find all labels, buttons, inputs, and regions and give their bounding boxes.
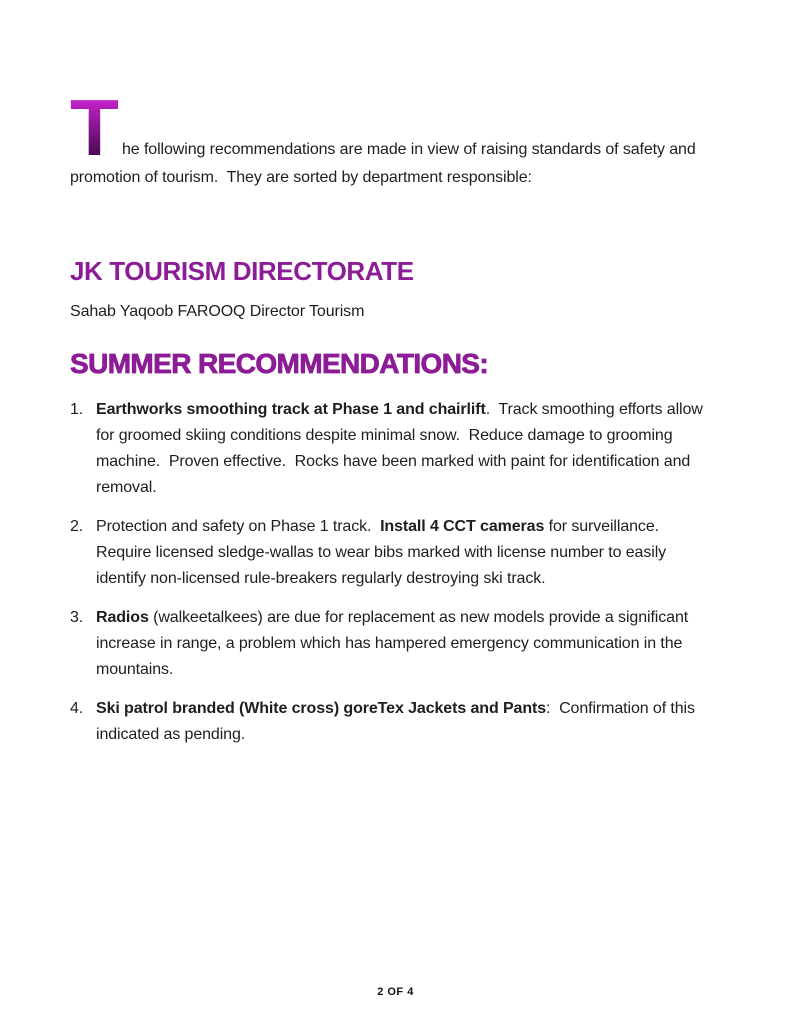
list-item-text-regular: (walkeetalkees) are due for replacement as new models provide a significant increase in range, a problem which has hampered emergency communication in the mountains. (96, 609, 693, 678)
section-heading-directorate: JK TOURISM DIRECTORATE (70, 256, 414, 286)
list-item (70, 397, 718, 501)
list-item-number: 3. (70, 609, 84, 626)
recommendations-list (70, 397, 718, 748)
list-item (70, 605, 718, 683)
list-item-text-regular: . Track smoothing efforts allow for groomed skiing conditions despite minimal snow. Reduce damage to grooming machine. Proven effective. Rocks have been marked with paint for identification and removal. (96, 401, 708, 496)
list-item-text-regular: for surveillance. Require licensed sledge-wallas to wear bibs marked with license number to easily identify non-licensed rule-breakers regularly destroying ski track. (96, 518, 671, 587)
list-item-number: 2. (70, 518, 84, 535)
list-item-text-bold: Install 4 CCT cameras (380, 518, 545, 535)
list-item (70, 514, 718, 592)
page-number: 2 OF 4 (377, 986, 414, 998)
list-item-text-bold: Radios (96, 609, 149, 626)
list-item-text-regular: : Confirmation of this indicated as pending. (96, 700, 700, 743)
list-item-number: 4. (70, 700, 84, 717)
document-content (70, 0, 718, 761)
list-item-text (96, 605, 718, 683)
list-item-text (96, 397, 718, 501)
list-item-text (96, 696, 718, 748)
list-item-number: 1. (70, 401, 84, 418)
list-item-text (96, 514, 718, 592)
list-item-text-bold: Earthworks smoothing track at Phase 1 and chairlift (96, 401, 486, 418)
intro-text: he following recommendations are made in view of raising standards of safety and promotion of tourism. They are sorted by department responsible: (70, 141, 701, 186)
list-item-text-bold: Ski patrol branded (White cross) goreTex Jackets and Pants (96, 700, 547, 717)
section-heading-summer-recommendations: SUMMER RECOMMENDATIONS: (70, 348, 489, 379)
list-item-text-regular: Protection and safety on Phase 1 track. (96, 518, 381, 535)
drop-cap-letter: T (70, 83, 119, 172)
director-name-line: Sahab Yaqoob FAROOQ Director Tourism (70, 303, 365, 320)
intro-paragraph (70, 83, 718, 192)
list-item (70, 696, 718, 748)
